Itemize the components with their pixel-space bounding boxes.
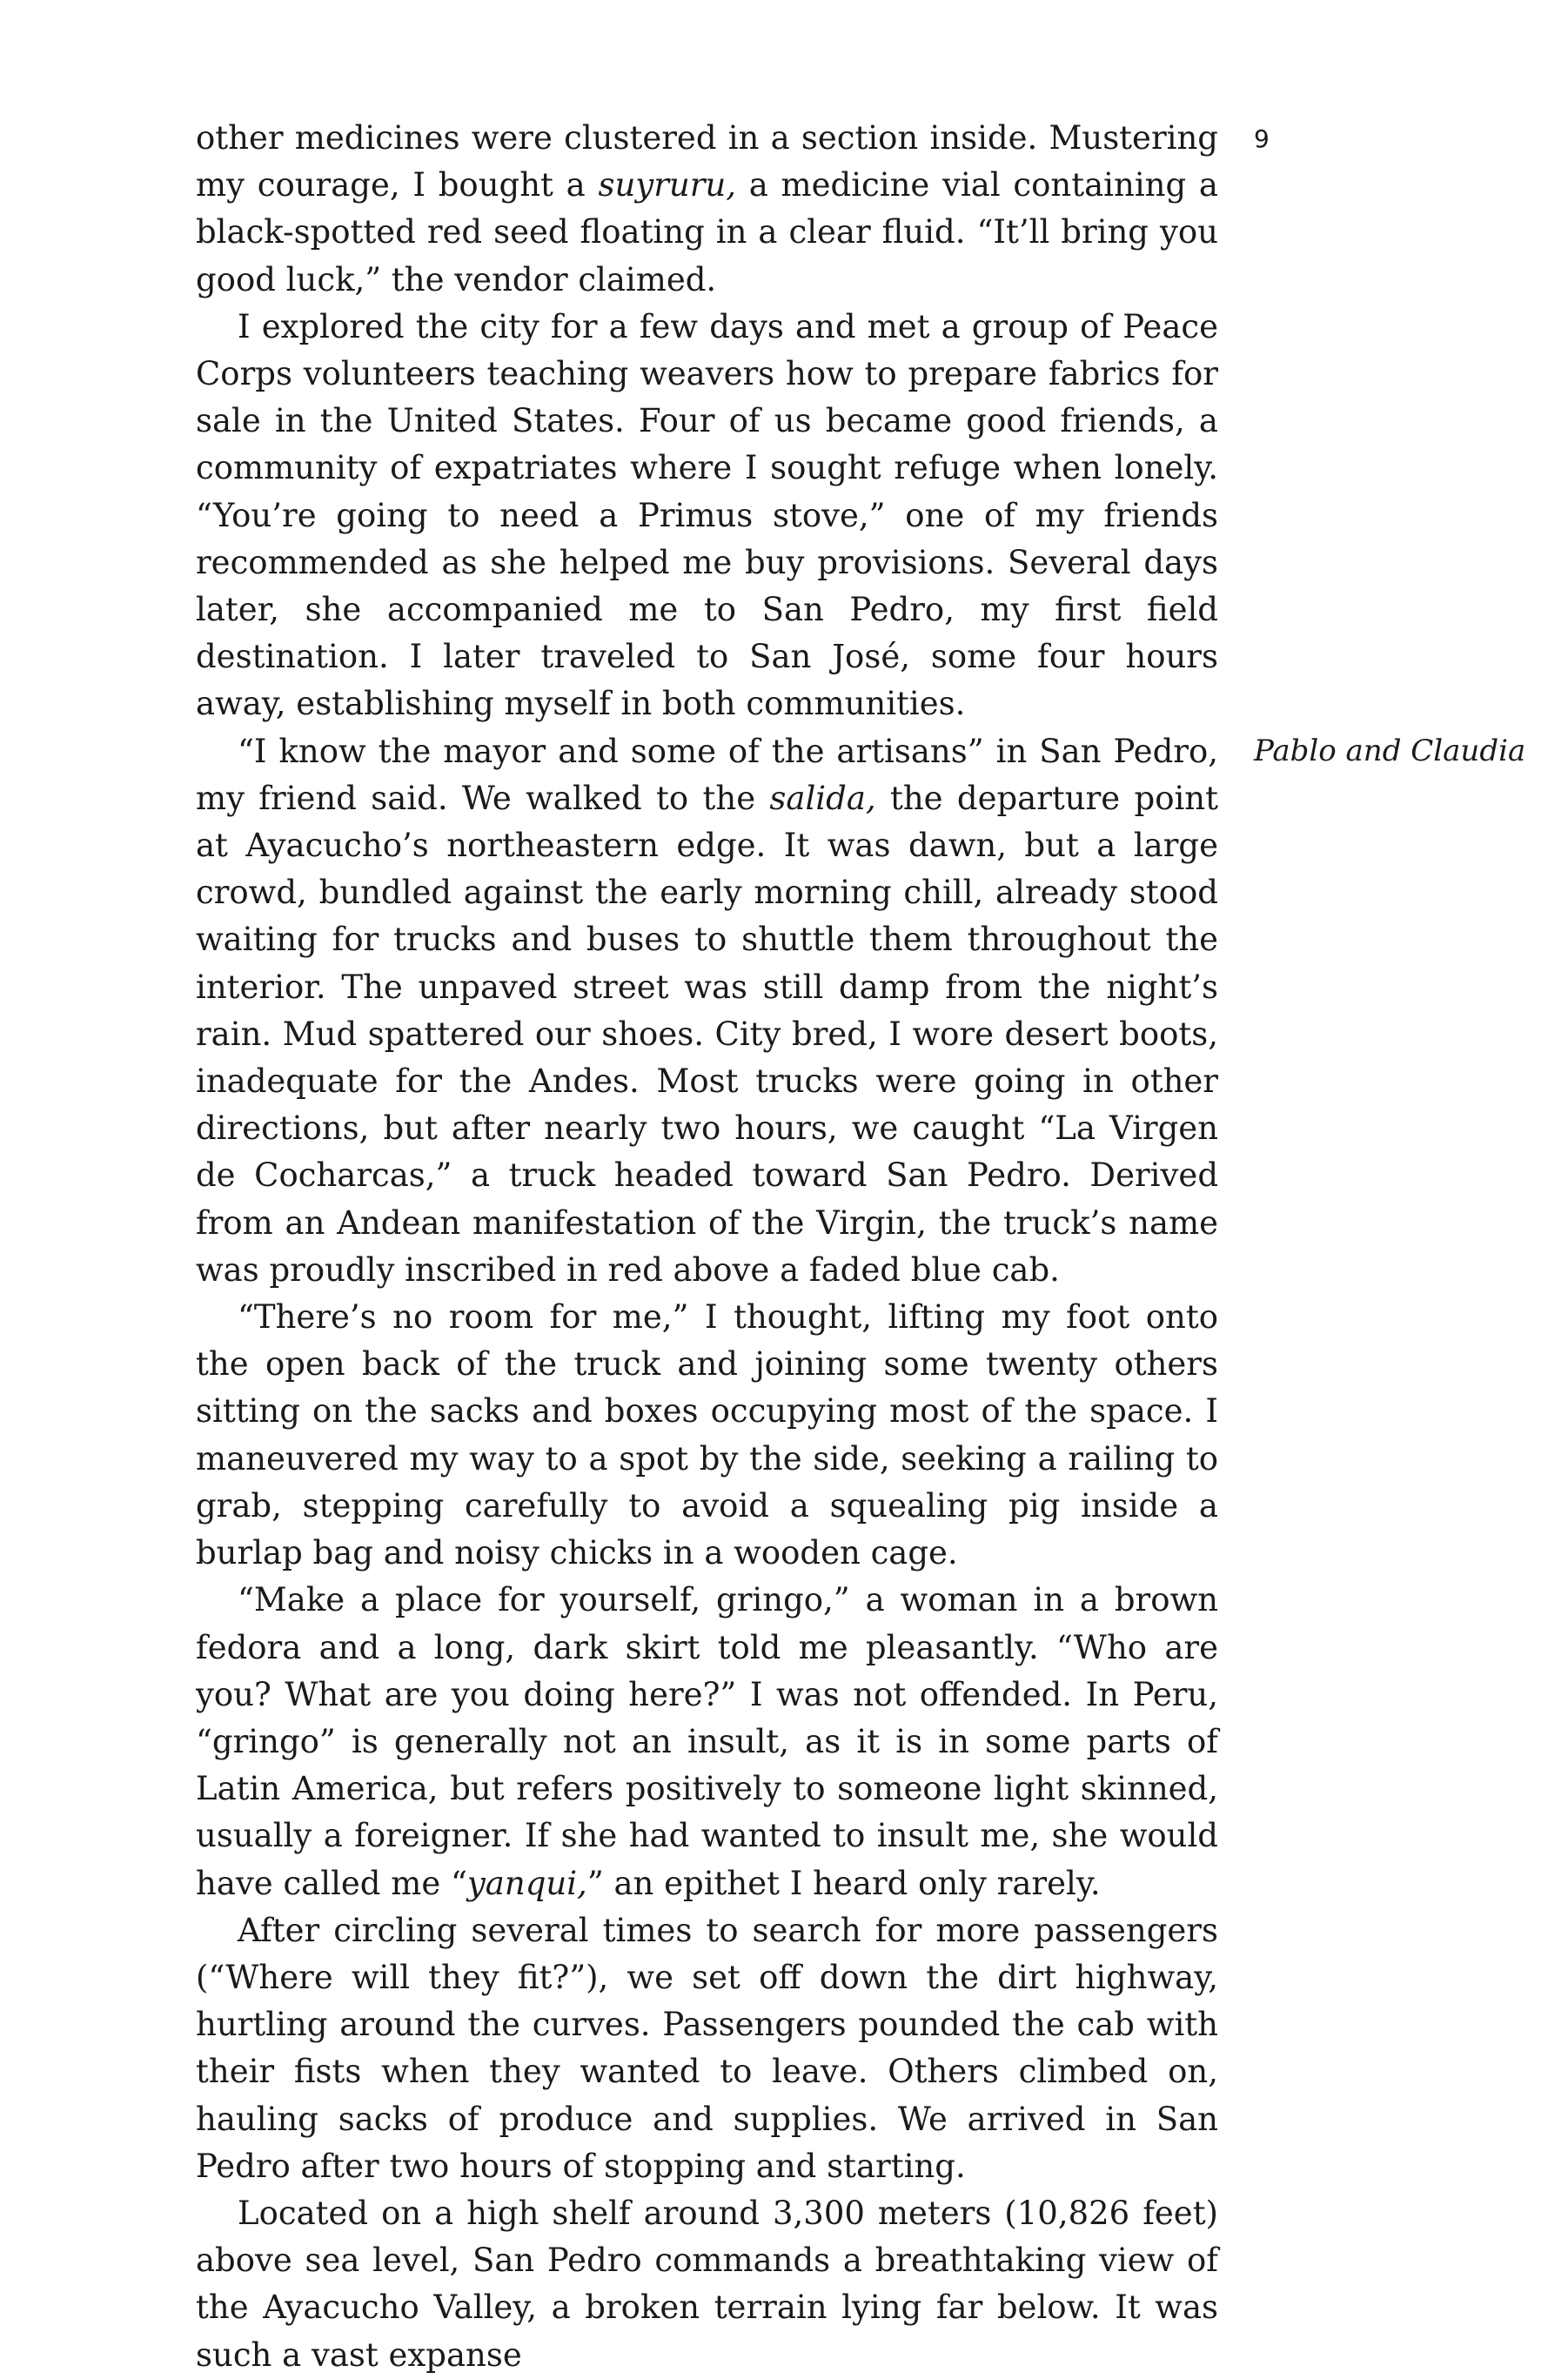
running-head: Pablo and Claudia bbox=[1254, 734, 1526, 768]
body-text bbox=[196, 115, 1218, 2379]
paragraph-7: Located on a high shelf around 3,300 meters (10,826 feet) above sea level, San Pedro commands a breathtaking view of the Ayacucho Valley, a broken terrain lying far below. It was such a vast expanse bbox=[196, 2194, 1218, 2374]
page-number: 9 bbox=[1254, 124, 1270, 153]
paragraph-4: “There’s no room for me,” I thought, lifting my foot onto the open back of the truck and joining some twenty others sitting on the sacks and boxes occupying most of the space. I maneuvered my way to a spot by the side, seeking a railing to grab, stepping carefully to avoid a squealing pig inside a burlap bag and noisy chicks in a wooden cage. bbox=[196, 1298, 1218, 1572]
paragraph-3: “I know the mayor and some of the artisans” in San Pedro, my friend said. We walked to the salida, the departure point at Ayacucho’s northeastern edge. It was dawn, but a large crowd, bundled against the early morning chill, already stood waiting for trucks and buses to shuttle them throughout the interior. The unpaved street was still damp from the night’s rain. Mud spattered our shoes. City bred, I wore desert boots, inadequate for the Andes. Most trucks were going in other directions, but after nearly two hours, we caught “La Virgen de Cocharcas,” a truck headed toward San Pedro. Derived from an Andean manifestation of the Virgin, the truck’s name was proudly inscribed in red above a faded blue cab. bbox=[196, 732, 1219, 1289]
italic-term-suyruru: suyruru, bbox=[598, 166, 736, 204]
paragraph-5: “Make a place for yourself, gringo,” a woman in a brown fedora and a long, dark skirt told me pleasantly. “Who are you? What are you doing here?” I was not offended. In Peru, “gringo” is generally not an insult, as it is in some parts of Latin America, but refers positively to someone light skinned, usually a foreigner. If she had wanted to insult me, she would have called me “yanqui,” an epithet I heard only rarely. bbox=[196, 1581, 1218, 1902]
italic-term-yanqui: yanqui, bbox=[466, 1864, 587, 1902]
paragraph-6: After circling several times to search for more passengers (“Where will they fit?”), we set off down the dirt highway, hurtling around the curves. Passengers pounded the cab with their fists when they wanted to leave. Others climbed on, hauling sacks of produce and supplies. We arrived in San Pedro after two hours of stopping and starting. bbox=[196, 1911, 1218, 2185]
paragraph-2: I explored the city for a few days and met a group of Peace Corps volunteers teaching weavers how to prepare fabrics for sale in the United States. Four of us became good friends, a community of expatriates where I sought refuge when lonely. “You’re going to need a Primus stove,” one of my friends recommended as she helped me buy provisions. Several days later, she accompanied me to San Pedro, my first field destination. I later traveled to San José, some four hours away, establishing myself in both communities. bbox=[196, 307, 1218, 723]
italic-term-salida: salida, bbox=[769, 779, 876, 817]
paragraph-1: other medicines were clustered in a section inside. Mustering my courage, I bought a suyruru, a medicine vial containing a black-spotted red seed floating in a clear fluid. “It’ll bring you good luck,” the vendor claimed. bbox=[196, 119, 1218, 298]
